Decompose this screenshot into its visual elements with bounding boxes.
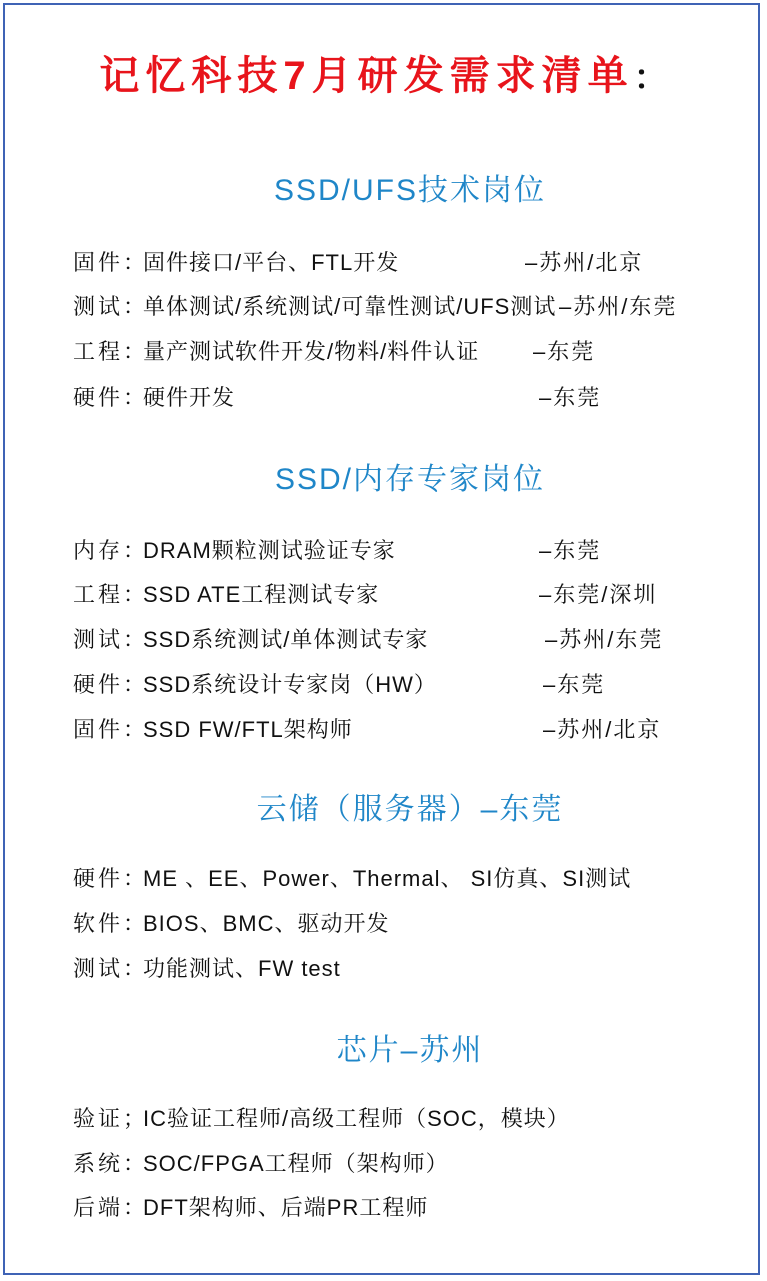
job-description: BIOS、BMC、驱动开发 [143, 911, 390, 936]
job-category: 内存： [73, 538, 149, 563]
job-category: 软件： [73, 911, 149, 936]
job-row [73, 290, 713, 320]
job-row [73, 1147, 713, 1177]
job-row [73, 381, 713, 411]
title-colon: ： [633, 59, 668, 97]
job-row [73, 335, 713, 365]
job-row [73, 534, 713, 564]
job-location: –东莞 [539, 538, 602, 563]
job-row [73, 246, 713, 276]
job-row [73, 623, 713, 653]
job-row [73, 862, 713, 892]
job-row [73, 713, 713, 743]
job-description: SSD FW/FTL架构师 [143, 717, 353, 742]
job-row [73, 907, 713, 937]
job-location: –苏州/东莞 [545, 627, 664, 652]
job-category: 测试： [73, 294, 149, 319]
job-row [73, 952, 713, 982]
job-description: 固件接口/平台、FTL开发 [143, 250, 400, 275]
job-category: 工程： [73, 339, 149, 364]
job-description: SSD系统设计专家岗（HW） [143, 672, 437, 697]
job-category: 固件： [73, 717, 149, 742]
job-description: 硬件开发 [143, 385, 236, 410]
job-description: IC验证工程师/高级工程师（SOC，模块） [143, 1106, 570, 1131]
job-location: –苏州/北京 [543, 717, 662, 742]
job-category: 硬件： [73, 672, 149, 697]
section-heading-chip: 芯片–苏州 [336, 1034, 484, 1067]
job-location: –东莞/深圳 [539, 582, 658, 607]
job-category: 后端： [73, 1195, 149, 1220]
job-description: SSD ATE工程测试专家 [143, 582, 380, 607]
job-description: SSD系统测试/单体测试专家 [143, 627, 429, 652]
job-description: 功能测试、FW test [143, 956, 341, 981]
job-category: 固件： [73, 250, 149, 275]
job-category: 硬件： [73, 385, 149, 410]
job-row [73, 1102, 713, 1132]
page-title [0, 44, 767, 101]
job-row [73, 1191, 713, 1221]
job-row [73, 578, 713, 608]
section-heading-ssd-memory: SSD/内存专家岗位 [274, 463, 546, 496]
job-category: 系统： [73, 1151, 149, 1176]
job-category: 硬件： [73, 866, 149, 891]
section-heading-ssd-ufs: SSD/UFS技术岗位 [273, 174, 547, 207]
job-category: 测试： [73, 627, 149, 652]
title-text: 记忆科技7月研发需求清单 [99, 54, 634, 98]
job-description: ME 、EE、Power、Thermal、 SI仿真、SI测试 [143, 866, 632, 891]
job-row [73, 668, 713, 698]
job-location: –苏州/东莞 [559, 294, 678, 319]
job-description: SOC/FPGA工程师（架构师） [143, 1151, 449, 1176]
section-heading-cloud-storage: 云储（服务器）–东莞 [256, 793, 564, 826]
job-category: 验证； [73, 1106, 149, 1131]
job-description: DFT架构师、后端PR工程师 [143, 1195, 429, 1220]
job-category: 工程： [73, 582, 149, 607]
job-location: –苏州/北京 [525, 250, 644, 275]
job-location: –东莞 [533, 339, 596, 364]
job-location: –东莞 [539, 385, 602, 410]
job-location: –东莞 [543, 672, 606, 697]
job-description: 单体测试/系统测试/可靠性测试/UFS测试 [143, 294, 557, 319]
job-category: 测试： [73, 956, 149, 981]
job-description: DRAM颗粒测试验证专家 [143, 538, 396, 563]
job-description: 量产测试软件开发/物料/料件认证 [143, 339, 480, 364]
